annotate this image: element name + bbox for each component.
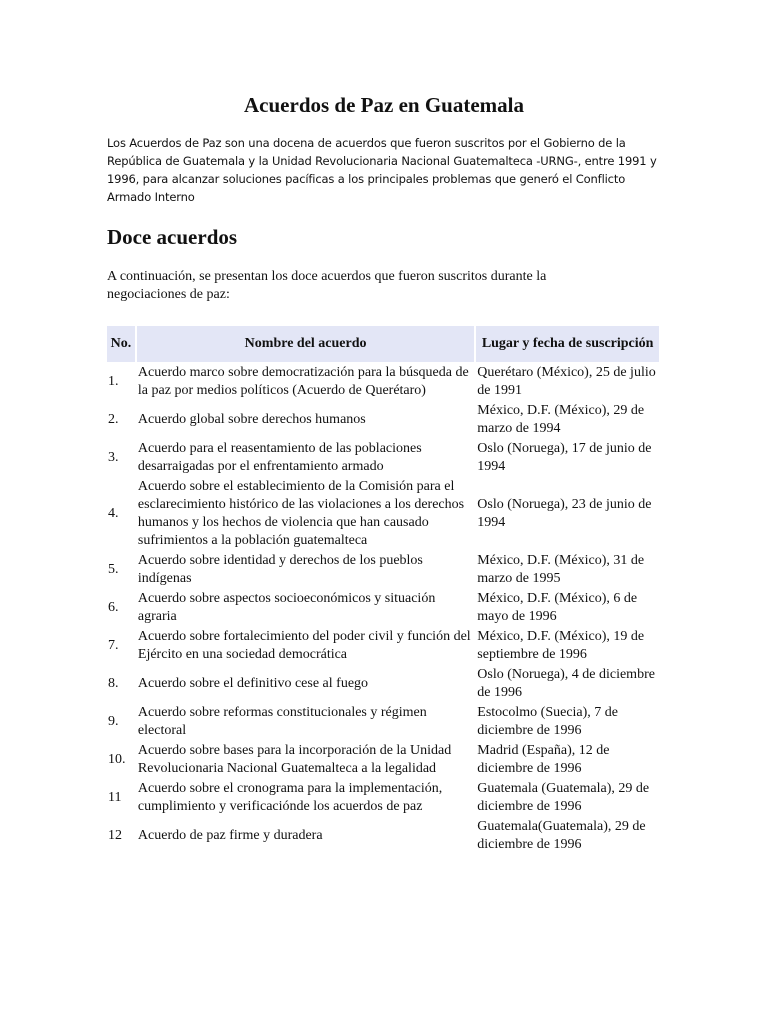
row-number: 4.	[108, 506, 119, 521]
agreement-name: Acuerdo sobre bases para la incorporación de la Unidad Revolucionaria Nacional Guatemalteca a la legalidad	[137, 743, 452, 776]
row-number: 7.	[108, 638, 119, 653]
agreement-name: Acuerdo sobre aspectos socioeconómicos y situación agraria	[137, 591, 436, 624]
agreement-name: Acuerdo sobre el establecimiento de la Comisión para el esclarecimiento histórico de las violaciones a los derechos humanos y los hechos de violencia que han causado sufrimientos a la población guatemalteca	[137, 479, 465, 548]
agreement-place-date: Oslo (Noruega), 23 de junio de 1994	[477, 497, 652, 530]
agreement-place-date: México, D.F. (México), 6 de mayo de 1996	[477, 591, 638, 624]
agreements-table	[105, 324, 661, 856]
row-number: 2.	[108, 412, 119, 427]
agreement-place-date: Madrid (España), 12 de diciembre de 1996	[477, 743, 610, 776]
agreement-place-date: Querétaro (México), 25 de julio de 1991	[477, 365, 656, 398]
row-number: 6.	[108, 600, 119, 615]
table-row	[107, 402, 659, 438]
agreement-name: Acuerdo marco sobre democratización para la búsqueda de la paz por medios políticos (Acuerdo de Querétaro)	[137, 365, 469, 398]
table-row	[107, 742, 659, 778]
table-row	[107, 666, 659, 702]
row-number: 1.	[108, 374, 119, 389]
table-row	[107, 440, 659, 476]
table-row	[107, 552, 659, 588]
header-no: No.	[107, 326, 135, 362]
agreement-name: Acuerdo sobre el definitivo cese al fuego	[137, 676, 369, 691]
agreement-name: Acuerdo de paz firme y duradera	[137, 828, 323, 843]
agreement-place-date: Estocolmo (Suecia), 7 de diciembre de 1996	[477, 705, 619, 738]
header-name: Nombre del acuerdo	[137, 326, 474, 362]
agreement-place-date: México, D.F. (México), 31 de marzo de 1995	[477, 553, 645, 586]
agreement-place-date: Oslo (Noruega), 4 de diciembre de 1996	[477, 667, 655, 700]
row-number: 10.	[108, 752, 126, 767]
table-row	[107, 478, 659, 550]
agreement-name: Acuerdo para el reasentamiento de las poblaciones desarraigadas por el enfrentamiento armado	[137, 441, 422, 474]
section-intro-text: A continuación, se presentan los doce acuerdos que fueron suscritos durante la negociaciones de paz:	[107, 269, 547, 302]
row-number: 11	[108, 790, 122, 805]
row-number: 12	[108, 828, 122, 843]
row-number: 3.	[108, 450, 119, 465]
table-row	[107, 590, 659, 626]
agreement-name: Acuerdo global sobre derechos humanos	[137, 412, 366, 427]
agreement-place-date: Guatemala(Guatemala), 29 de diciembre de 1996	[477, 819, 646, 852]
agreement-name: Acuerdo sobre identidad y derechos de los pueblos indígenas	[137, 553, 423, 586]
row-number: 8.	[108, 676, 119, 691]
row-number: 5.	[108, 562, 119, 577]
agreement-name: Acuerdo sobre el cronograma para la implementación, cumplimiento y verificaciónde los acuerdos de paz	[137, 781, 443, 814]
agreement-name: Acuerdo sobre reformas constitucionales y régimen electoral	[137, 705, 427, 738]
agreement-place-date: México, D.F. (México), 29 de marzo de 1994	[477, 403, 645, 436]
table-row	[107, 780, 659, 816]
header-place: Lugar y fecha de suscripción	[476, 326, 659, 362]
table-row	[107, 704, 659, 740]
table-header-row	[107, 326, 659, 362]
section-title: Doce acuerdos	[107, 225, 238, 249]
agreement-place-date: Guatemala (Guatemala), 29 de diciembre de 1996	[477, 781, 650, 814]
table-row	[107, 818, 659, 854]
agreement-name: Acuerdo sobre fortalecimiento del poder civil y función del Ejército en una sociedad democrática	[137, 629, 471, 662]
document-title: Acuerdos de Paz en Guatemala	[244, 93, 524, 117]
row-number: 9.	[108, 714, 119, 729]
agreement-place-date: Oslo (Noruega), 17 de junio de 1994	[477, 441, 652, 474]
intro-paragraph: Los Acuerdos de Paz son una docena de acuerdos que fueron suscritos por el Gobierno de la República de Guatemala y la Unidad Revolucionaria Nacional Guatemalteca -URNG-, entre 1991 y 1996, para alcanzar soluciones pacíficas a los principales problemas que generó el Conflicto Armado Interno	[107, 136, 657, 204]
table-row	[107, 364, 659, 400]
agreement-place-date: México, D.F. (México), 19 de septiembre de 1996	[477, 629, 645, 662]
table-row	[107, 628, 659, 664]
